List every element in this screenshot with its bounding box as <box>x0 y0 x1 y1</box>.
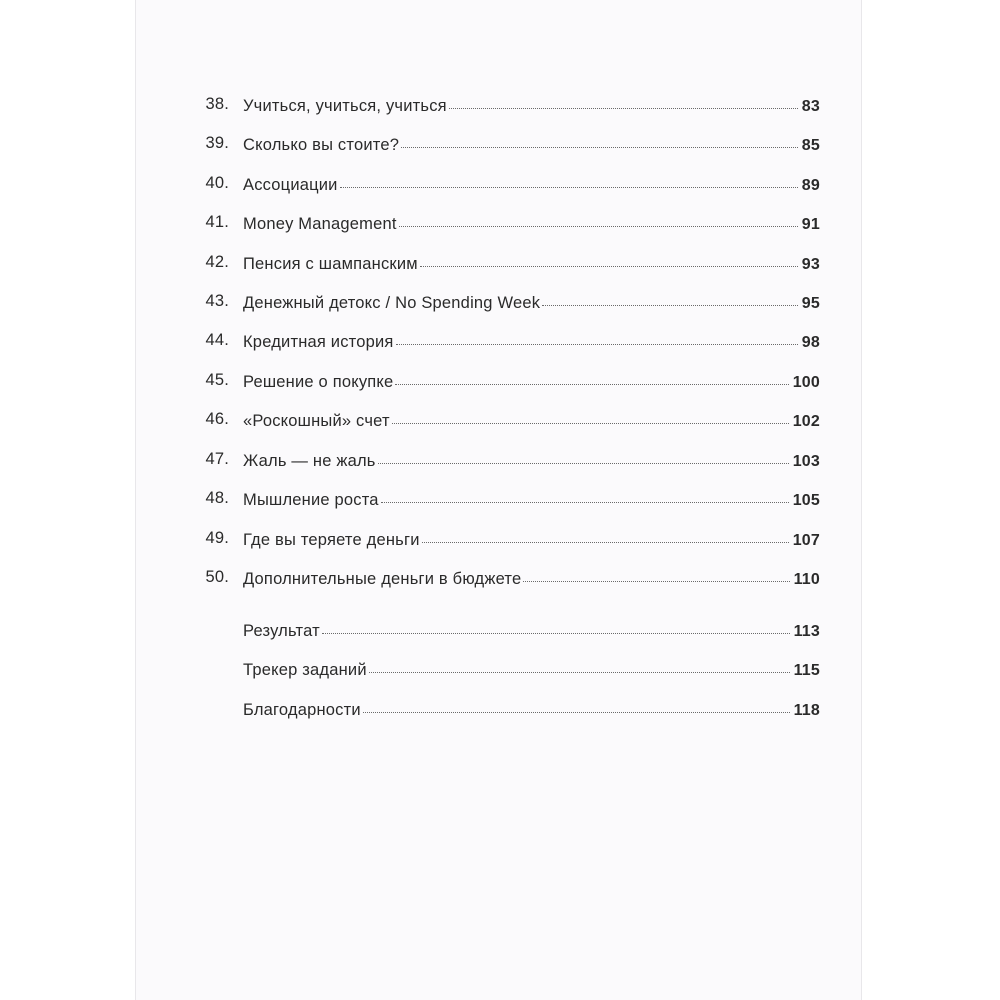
chapter-number: 38. <box>205 95 229 113</box>
chapter-title: Где вы теряете деньги <box>243 531 420 549</box>
dot-leader <box>401 132 798 148</box>
chapter-number: 48. <box>205 489 229 507</box>
chapter-title: Денежный детокс / No Spending Week <box>243 294 541 312</box>
chapter-title: Дополнительные деньги в бюджете <box>243 570 522 588</box>
toc-row-47 <box>193 450 820 474</box>
toc-row-acknowledgements <box>193 699 820 723</box>
dot-leader <box>399 211 798 227</box>
dot-leader <box>369 657 790 673</box>
chapter-title: Мышление роста <box>243 491 379 509</box>
dot-leader <box>322 618 790 634</box>
chapter-number: 49. <box>205 529 229 547</box>
chapter-number: 42. <box>205 253 229 271</box>
page-number: 118 <box>793 702 820 719</box>
toc-row-41 <box>193 213 820 237</box>
toc-row-48 <box>193 489 820 513</box>
section-title: Результат <box>243 622 320 640</box>
toc-row-49 <box>193 529 820 553</box>
section-title: Благодарности <box>243 701 361 719</box>
page-number: 103 <box>792 453 820 470</box>
chapter-number: 43. <box>205 292 229 310</box>
page-number: 107 <box>792 532 820 549</box>
toc-row-38 <box>193 95 820 119</box>
dot-leader <box>363 697 790 713</box>
chapter-number: 50. <box>205 568 229 586</box>
chapter-title: «Роскошный» счет <box>243 412 390 430</box>
dot-leader <box>396 329 798 345</box>
chapter-title: Ассоциации <box>243 176 338 194</box>
page-number: 102 <box>792 413 820 430</box>
chapter-number: 47. <box>205 450 229 468</box>
toc-row-39 <box>193 134 820 158</box>
dot-leader <box>420 251 798 267</box>
toc-row-results <box>193 620 820 644</box>
chapter-title: Пенсия с шампанским <box>243 255 418 273</box>
page-number: 95 <box>801 295 820 312</box>
dot-leader <box>395 369 788 385</box>
chapter-number: 40. <box>205 174 229 192</box>
page-number: 85 <box>801 137 820 154</box>
page-number: 93 <box>801 256 820 273</box>
toc-row-50 <box>193 568 820 592</box>
toc-row-44 <box>193 331 820 355</box>
toc-row-task-tracker <box>193 659 820 683</box>
page-number: 83 <box>801 98 820 115</box>
chapter-number: 44. <box>205 331 229 349</box>
chapter-title: Жаль — не жаль <box>243 452 376 470</box>
page-number: 113 <box>793 623 820 640</box>
page-number: 115 <box>793 662 820 679</box>
dot-leader <box>422 527 789 543</box>
dot-leader <box>392 408 789 424</box>
chapter-title: Кредитная история <box>243 333 394 351</box>
page-number: 89 <box>801 177 820 194</box>
toc-row-46 <box>193 410 820 434</box>
toc-row-42 <box>193 253 820 277</box>
page-number: 100 <box>792 374 820 391</box>
dot-leader <box>340 172 798 188</box>
chapter-title: Учиться, учиться, учиться <box>243 97 447 115</box>
dot-leader <box>378 448 789 464</box>
chapter-number: 41. <box>205 213 229 231</box>
page-number: 105 <box>792 492 820 509</box>
chapter-number: 39. <box>205 134 229 152</box>
page-number: 91 <box>801 216 820 233</box>
page-number: 98 <box>801 334 820 351</box>
section-title: Трекер заданий <box>243 661 367 679</box>
dot-leader <box>523 566 789 582</box>
dot-leader <box>542 290 798 306</box>
chapter-number: 46. <box>205 410 229 428</box>
toc-row-40 <box>193 174 820 198</box>
dot-leader <box>381 487 789 503</box>
chapter-title: Сколько вы стоите? <box>243 136 400 154</box>
chapter-number: 45. <box>205 371 229 389</box>
chapter-title: Money Management <box>243 215 397 233</box>
dot-leader <box>449 93 798 109</box>
toc-row-43 <box>193 292 820 316</box>
chapter-title: Решение о покупке <box>243 373 394 391</box>
page-number: 110 <box>793 571 820 588</box>
toc-row-45 <box>193 371 820 395</box>
